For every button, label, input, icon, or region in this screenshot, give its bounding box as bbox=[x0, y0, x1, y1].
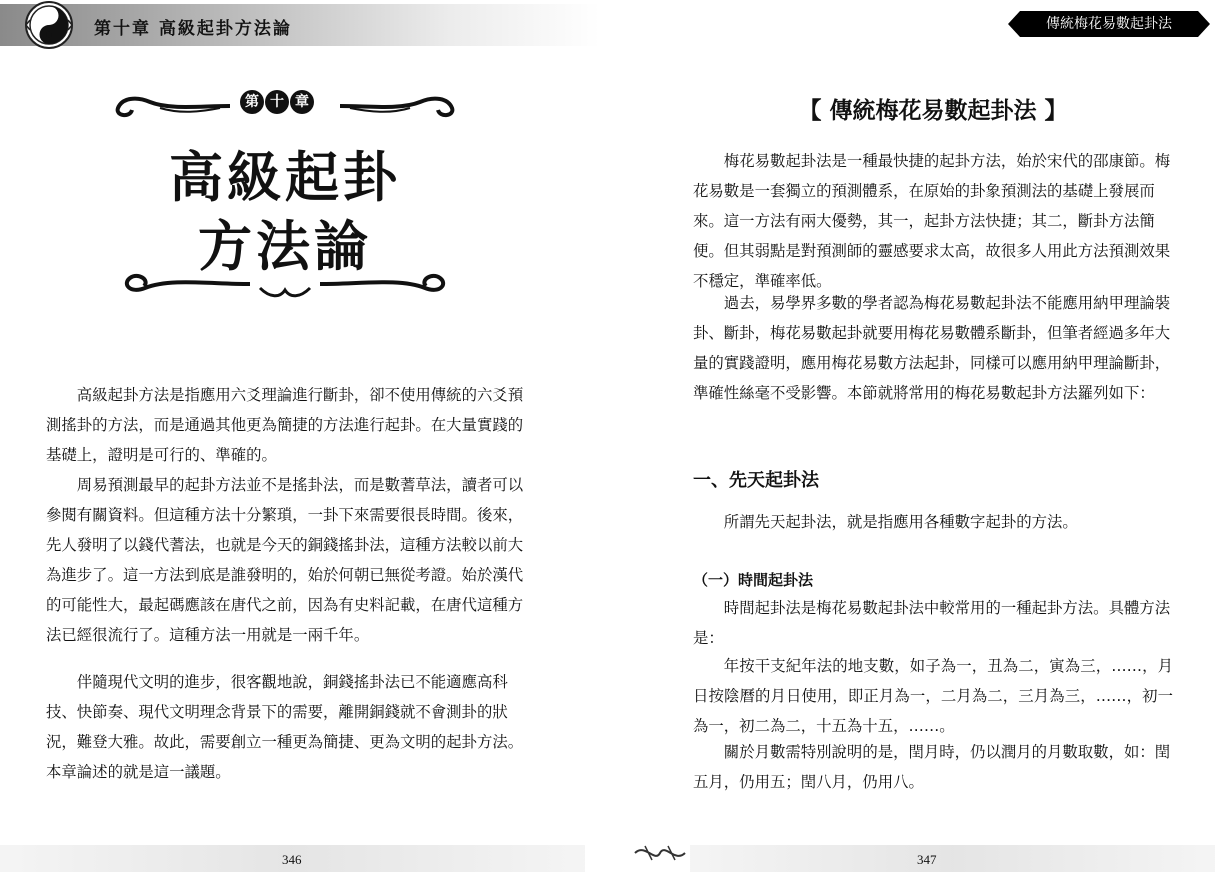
chapter-badge-char: 第 bbox=[240, 90, 264, 114]
section-title: 【 傳統梅花易數起卦法 】 bbox=[798, 98, 1068, 124]
yin-yang-icon bbox=[24, 0, 74, 50]
body-paragraph: 年按干支紀年法的地支數，如子為一，丑為二，寅為三，……，月日按陰曆的月日使用，即正月為一，二月為二，三月為三，……，初一為一，初二為二，十五為十五，……。 bbox=[693, 657, 1173, 735]
scroll-flourish-ornament bbox=[100, 270, 470, 304]
right-running-header: 傳統梅花易數起卦法 bbox=[1020, 11, 1198, 37]
heading-level-1: 一、先天起卦法 bbox=[693, 470, 819, 491]
right-page bbox=[610, 0, 1215, 872]
page-number: 347 bbox=[917, 852, 937, 867]
body-paragraph: 關於月數需特別說明的是，閏月時，仍以潤月的月數取數，如：閏五月，仍用五；閏八月，仍用八。 bbox=[693, 743, 1171, 791]
left-header-band bbox=[0, 4, 600, 46]
body-paragraph: 時間起卦法是梅花易數起卦法中較常用的一種起卦方法。具體方法是： bbox=[693, 599, 1171, 647]
footer-band bbox=[690, 845, 1215, 872]
body-paragraph: 梅花易數起卦法是一種最快捷的起卦方法，始於宋代的邵康節。梅花易數是一套獨立的預測體系，在原始的卦象預測法的基礎上發展而來。這一方法有兩大優勢，其一，起卦方法快捷；其二，斷卦方法簡便。但其弱點是對預測師的靈感要求太高，故很多人用此方法預測效果不穩定，準確率低。 bbox=[693, 152, 1171, 290]
body-paragraph: 伴隨現代文明的進步，很客觀地說，銅錢搖卦法已不能適應高科技、快節奏、現代文明理念背景下的需要，離開銅錢就不會測卦的狀況，難登大雅。故此，需要創立一種更為簡捷、更為文明的起卦方法。本章論述的就是這一議題。 bbox=[46, 673, 524, 781]
floral-divider-ornament bbox=[630, 838, 690, 868]
body-paragraph: 周易預測最早的起卦方法並不是搖卦法，而是數蓍草法，讀者可以參閱有關資料。但這種方法十分繁瑣，一卦下來需要很長時間。後來，先人發明了以錢代蓍法，也就是今天的銅錢搖卦法，這種方法較以前大為進步了。這一方法到底是誰發明的，始於何朝已無從考證。始於漢代的可能性大，最起碼應該在唐代之前，因為有史料記載，在唐代這種方法已經很流行了。這種方法一用就是一兩千年。 bbox=[46, 476, 524, 644]
page-number: 346 bbox=[282, 852, 302, 867]
body-paragraph: 高級起卦方法是指應用六爻理論進行斷卦，卻不使用傳統的六爻預測搖卦的方法，而是通過其他更為簡捷的方法進行起卦。在大量實踐的基礎上，證明是可行的、準確的。 bbox=[46, 386, 524, 464]
header-arrow-right bbox=[1198, 11, 1210, 37]
body-paragraph: 過去，易學界多數的學者認為梅花易數起卦法不能應用納甲理論裝卦、斷卦，梅花易數起卦就要用梅花易數體系斷卦，但筆者經過多年大量的實踐證明，應用梅花易數方法起卦，同樣可以應用納甲理論斷卦，準確性絲毫不受影響。本節就將常用的梅花易數起卦方法羅列如下： bbox=[693, 294, 1171, 402]
chapter-badge-char: 章 bbox=[290, 90, 314, 114]
chapter-badge-char: 十 bbox=[265, 90, 289, 114]
chapter-title-line-2: 方法論 bbox=[198, 214, 372, 278]
chapter-badge bbox=[240, 90, 315, 114]
body-paragraph: 所謂先天起卦法，就是指應用各種數字起卦的方法。 bbox=[723, 513, 1078, 531]
header-arrow-left bbox=[1008, 11, 1020, 37]
chapter-title-line-1: 高級起卦 bbox=[169, 145, 401, 209]
left-page bbox=[0, 0, 600, 872]
left-running-header: 第十章 高級起卦方法論 bbox=[94, 19, 292, 39]
heading-level-2: （一）時間起卦法 bbox=[693, 571, 814, 589]
